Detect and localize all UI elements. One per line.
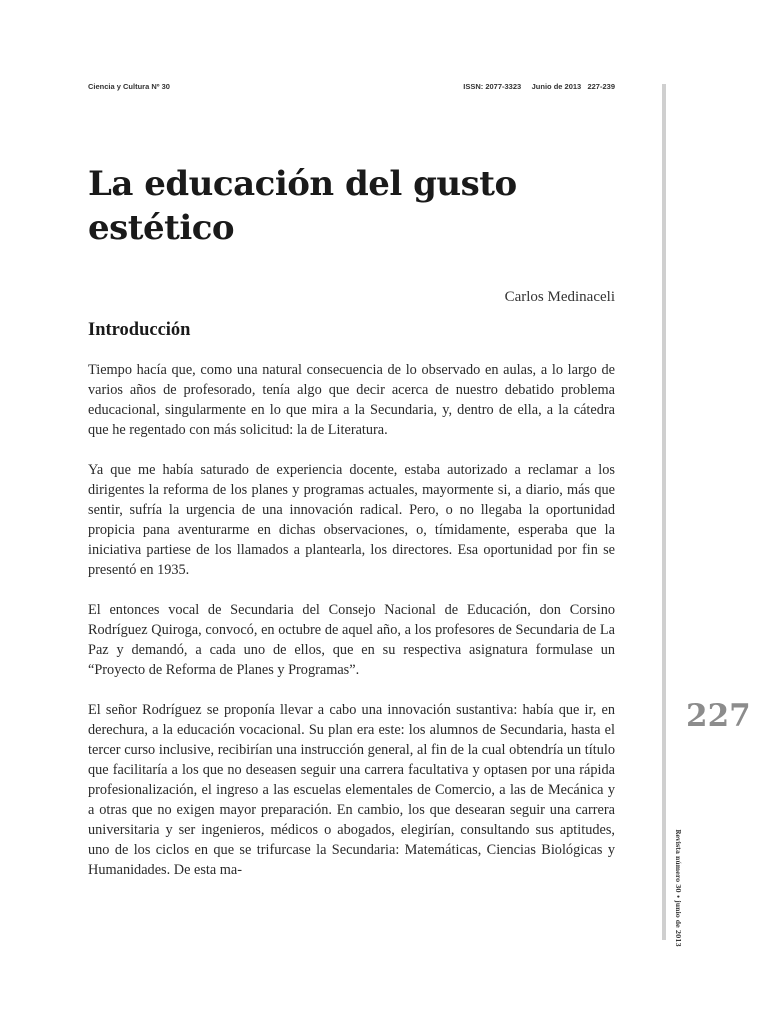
page-number: 227 xyxy=(686,698,751,734)
title-line-1: La educación del gusto xyxy=(88,164,517,204)
running-header xyxy=(88,82,615,94)
article-body xyxy=(88,360,615,900)
journal-name: Ciencia y Cultura Nº 30 xyxy=(88,82,170,91)
margin-rule xyxy=(662,84,666,940)
paragraph-3: El entonces vocal de Secundaria del Consejo Nacional de Educación, don Corsino Rodríguez Quiroga, convocó, en octubre de aquel año, a los profesores de Secundaria de La Paz y demandó, a cada uno de ellos, que en su respectiva asignatura formulase un “Proyecto de Reforma de Planes y Programas”. xyxy=(88,602,615,678)
title-line-2: estético xyxy=(88,208,235,248)
paragraph-2: Ya que me había saturado de experiencia docente, estaba autorizado a reclamar a los dirigentes la reforma de los planes y programas actuales, mayormente si, a diario, más que sentir, sufría la urgencia de una innovación radical. Pero, o no llegaba la oportunidad propicia pana aventurarme en dichas observaciones, o, tímidamente, esperaba que la iniciativa partiese de los llamados a plantearla, los directores. Esa oportunidad por fin se presentó en 1935. xyxy=(88,462,615,578)
paragraph-4: El señor Rodríguez se proponía llevar a cabo una innovación sustantiva: había que ir, en derechura, a la educación vocacional. Su plan era este: los alumnos de Secundaria, hasta el tercer curso inclusive, recibirían una instrucción general, al fin de la cual obtendría un título que facilitaría a los que no deseasen seguir una carrera facultativa y optasen por una rápida profesionalización, el ingreso a las escuelas elementales de Comercio, a las de Mecánica y a otras que no exigen mayor preparación. En cambio, los que desearan seguir una carrera universitaria y ser ingenieros, médicos o abogados, elegirían, consultando sus aptitudes, uno de los ciclos en que se trifurcase la Secundaria: Matemáticas, Ciencias Biológicas y Humanidades. De esta ma- xyxy=(88,702,615,878)
side-label: Revista número 30 • junio de 2013 xyxy=(674,829,681,947)
issn-and-date: ISSN: 2077-3323 Junio de 2013 227-239 xyxy=(463,82,615,91)
author-name: Carlos Medinaceli xyxy=(504,289,615,305)
section-heading: Introducción xyxy=(88,320,191,340)
paragraph-1: Tiempo hacía que, como una natural consecuencia de lo observado en aulas, a lo largo de varios años de profesorado, tenía algo que decir acerca de nuestro debatido problema educacional, singularmente en lo que mira a la Secundaria, y, dentro de ella, a la cátedra que he regentado con más solicitud: la de Literatura. xyxy=(88,362,615,438)
article-title xyxy=(88,162,588,250)
